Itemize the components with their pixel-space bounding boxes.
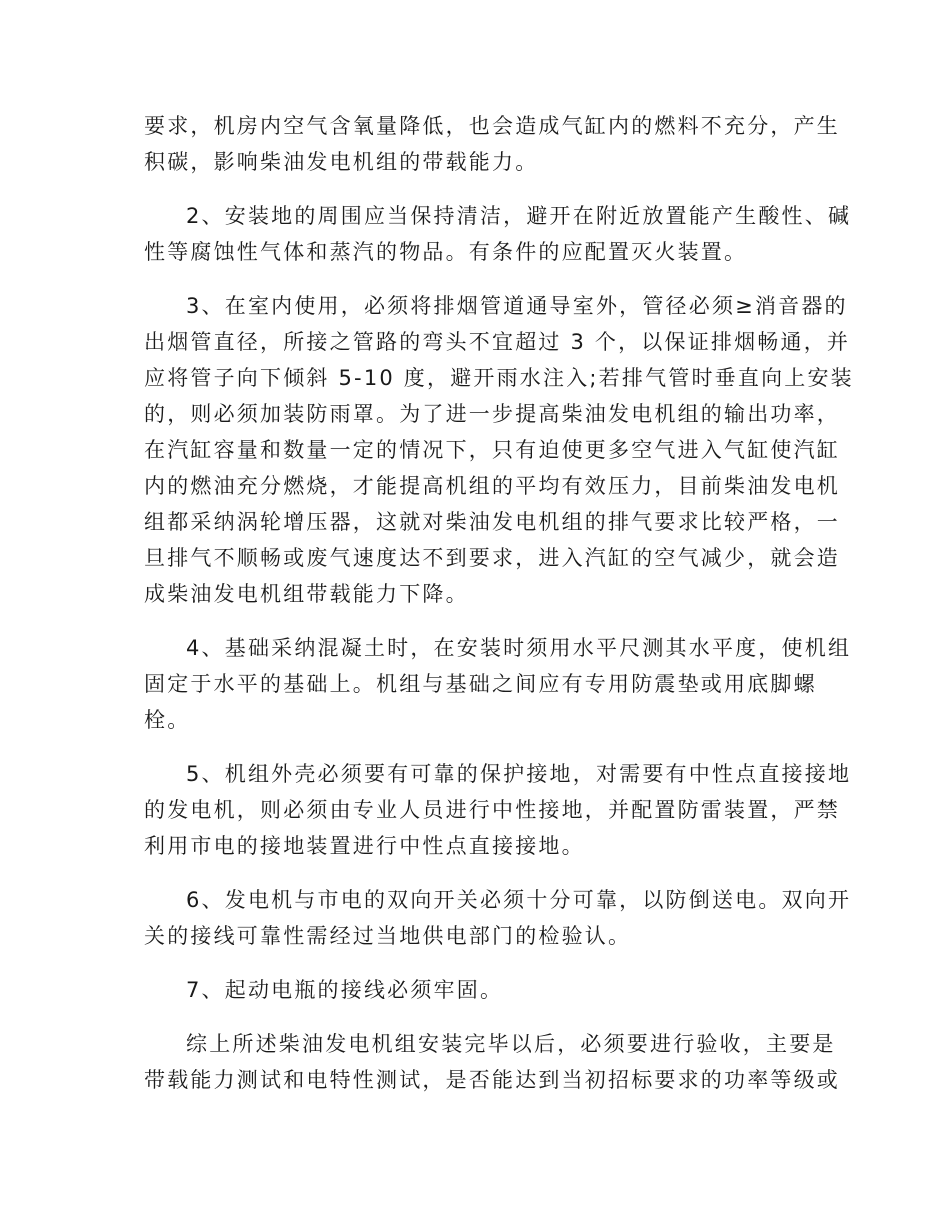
text-line: 成柴油发电机组带载能力下降。 bbox=[144, 582, 469, 606]
text-line: 4、基础采纳混凝土时，在安装时须用水平尺测其水平度，使机组 bbox=[186, 636, 852, 660]
paragraph-item-2 bbox=[144, 198, 852, 270]
text-line: 3、在室内使用，必须将排烟管道通导室外，管径必须≥消音器的 bbox=[186, 294, 848, 318]
document-body bbox=[144, 108, 854, 1116]
paragraph-item-5 bbox=[144, 756, 852, 864]
paragraph-item-7 bbox=[144, 972, 810, 1008]
text-line: 组都采纳涡轮增压器，这就对柴油发电机组的排气要求比较严格，一 bbox=[144, 510, 840, 534]
text-line: 7、起动电瓶的接线必须牢固。 bbox=[186, 978, 504, 1002]
paragraph-summary bbox=[144, 1026, 840, 1098]
paragraph-continuation bbox=[144, 108, 840, 180]
text-line: 2、安装地的周围应当保持清洁，避开在附近放置能产生酸性、碱 bbox=[186, 204, 852, 228]
text-line: 带载能力测试和电特性测试，是否能达到当初招标要求的功率等级或 bbox=[144, 1068, 840, 1092]
text-line: 的发电机，则必须由专业人员进行中性接地，并配置防雷装置，严禁 bbox=[144, 798, 840, 822]
text-line: 积碳，影响柴油发电机组的带载能力。 bbox=[144, 150, 539, 174]
text-line: 旦排气不顺畅或废气速度达不到要求，进入汽缸的空气减少，就会造 bbox=[144, 546, 840, 570]
text-line: 固定于水平的基础上。机组与基础之间应有专用防震垫或用底脚螺 bbox=[144, 672, 817, 696]
text-line: 在汽缸容量和数量一定的情况下，只有迫使更多空气进入气缸使汽缸 bbox=[144, 438, 840, 462]
text-line: 5、机组外壳必须要有可靠的保护接地，对需要有中性点直接接地 bbox=[186, 762, 852, 786]
text-line: 关的接线可靠性需经过当地供电部门的检验认。 bbox=[144, 924, 632, 948]
text-line: 栓。 bbox=[144, 708, 191, 732]
paragraph-item-3 bbox=[144, 288, 854, 612]
text-line: 出烟管直径，所接之管路的弯头不宜超过 3 个，以保证排烟畅通，并 bbox=[144, 330, 851, 354]
text-line: 综上所述柴油发电机组安装完毕以后，必须要进行验收，主要是 bbox=[186, 1032, 836, 1056]
paragraph-item-4 bbox=[144, 630, 852, 738]
text-line: 性等腐蚀性气体和蒸汽的物品。有条件的应配置灭火装置。 bbox=[144, 240, 748, 264]
text-line: 内的燃油充分燃烧，才能提高机组的平均有效压力，目前柴油发电机 bbox=[144, 474, 840, 498]
text-line: 应将管子向下倾斜 5-10 度，避开雨水注入;若排气管时垂直向上安装 bbox=[144, 366, 854, 390]
text-line: 6、发电机与市电的双向开关必须十分可靠，以防倒送电。双向开 bbox=[186, 888, 852, 912]
text-line: 的，则必须加装防雨罩。为了进一步提高柴油发电机组的输出功率， bbox=[144, 402, 840, 426]
text-line: 要求，机房内空气含氧量降低，也会造成气缸内的燃料不充分，产生 bbox=[144, 114, 840, 138]
text-line: 利用市电的接地装置进行中性点直接接地。 bbox=[144, 834, 585, 858]
paragraph-item-6 bbox=[144, 882, 852, 954]
